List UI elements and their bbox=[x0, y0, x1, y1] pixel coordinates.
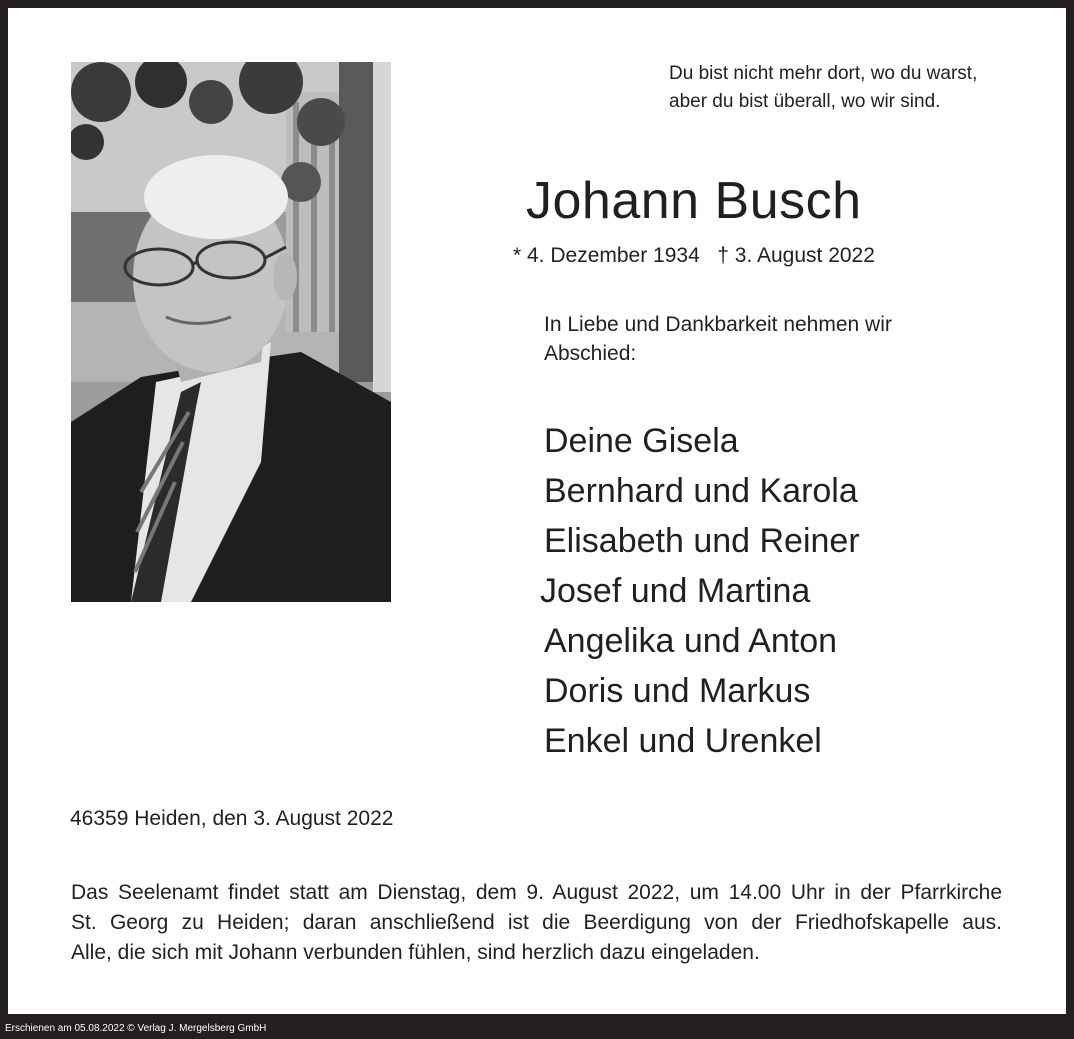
mourner-entry: Angelika und Anton bbox=[544, 622, 838, 660]
quote-line-1: Du bist nicht mehr dort, wo du warst, bbox=[669, 63, 978, 84]
mourner-entry: Deine Gisela bbox=[544, 422, 739, 460]
place-and-date: 46359 Heiden, den 3. August 2022 bbox=[70, 807, 394, 830]
mourner-entry: Enkel und Urenkel bbox=[544, 722, 822, 760]
mourners-list bbox=[540, 416, 860, 766]
publication-footer: Erschienen am 05.08.2022 © Verlag J. Mergelsberg GmbH bbox=[5, 1023, 267, 1034]
service-line-2: St. Georg zu Heiden; daran anschließend ist die Beerdigung von der Friedhofskapelle aus. bbox=[71, 911, 1002, 934]
mourner-entry: Bernhard und Karola bbox=[544, 472, 858, 510]
service-line-1: Das Seelenamt findet statt am Dienstag, dem 9. August 2022, um 14.00 Uhr in der Pfarrkirche bbox=[71, 881, 1002, 904]
intro-line-2: Abschied: bbox=[544, 342, 637, 365]
memorial-quote bbox=[669, 60, 1029, 116]
mourner-entry: Josef und Martina bbox=[540, 572, 811, 610]
portrait-illustration bbox=[71, 62, 391, 602]
deceased-name: Johann Busch bbox=[526, 172, 862, 230]
intro-line-1: In Liebe und Dankbarkeit nehmen wir bbox=[544, 313, 892, 336]
life-dates: * 4. Dezember 1934 † 3. August 2022 bbox=[513, 244, 875, 267]
service-details bbox=[71, 878, 1002, 968]
mourner-entry: Doris und Markus bbox=[544, 672, 811, 710]
service-line-3: Alle, die sich mit Johann verbunden fühlen, sind herzlich dazu eingeladen. bbox=[71, 941, 760, 964]
mourner-entry: Elisabeth und Reiner bbox=[544, 522, 860, 560]
portrait-photo bbox=[71, 62, 391, 602]
quote-line-2: aber du bist überall, wo wir sind. bbox=[669, 91, 941, 112]
farewell-intro bbox=[544, 310, 964, 368]
obituary-notice bbox=[8, 8, 1066, 1014]
